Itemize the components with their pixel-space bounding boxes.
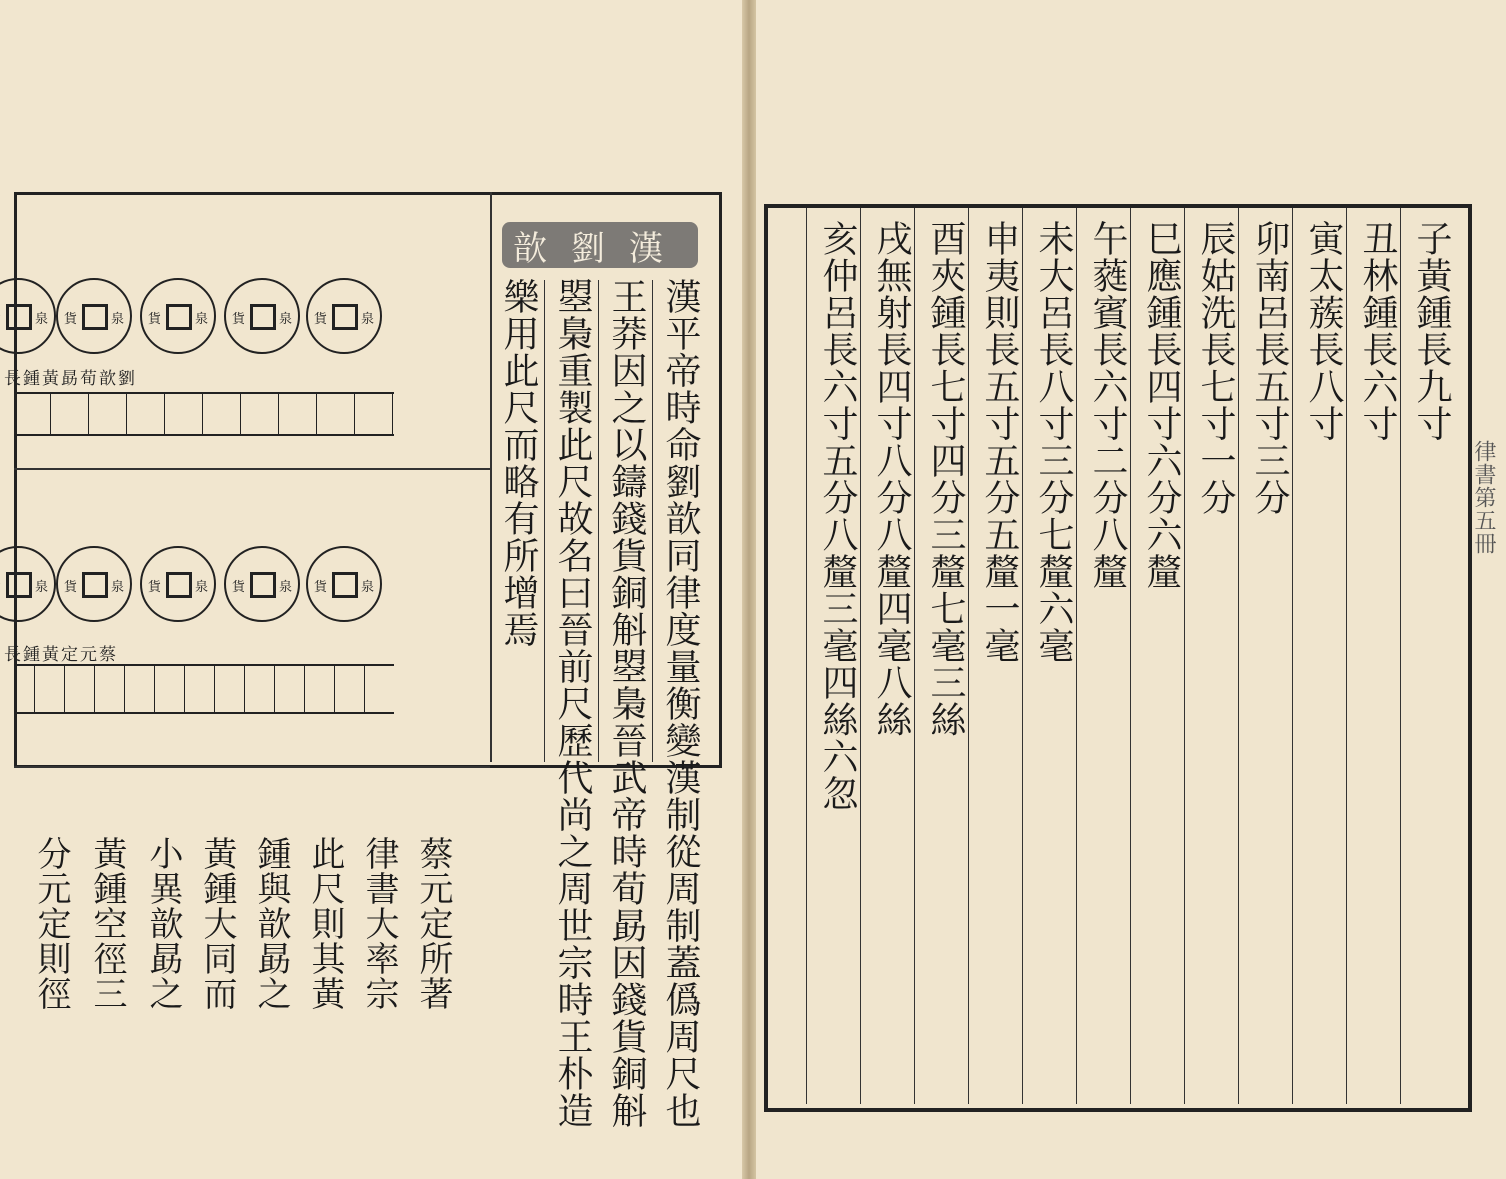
column-rule [490, 192, 492, 762]
column-rule [652, 280, 653, 762]
page-edge-label: 律書第五冊 [1471, 440, 1496, 555]
pitch-column-yin: 寅太蔟長八寸 [1303, 220, 1344, 442]
text-column-1: 漢平帝時命劉歆同律度量衡變漢制從周制蓋僞周尺也 [660, 278, 701, 1129]
note-column-6: 小異歆勗之 [143, 836, 183, 1011]
pitch-column-you: 酉夾鍾長七寸四分三釐七毫三絲 [925, 220, 966, 738]
figure-divider [14, 468, 490, 470]
pitch-column-chou: 丑林鍾長六寸 [1357, 220, 1398, 442]
ruler-lower [14, 664, 394, 714]
note-column-5: 黃鍾大同而 [197, 836, 237, 1011]
coin-icon: 貨 泉 [56, 546, 132, 622]
section-title-plate [502, 222, 698, 268]
text-column-3: 曌梟重製此尺故名曰晉前尺歷代尚之周世宗時王朴造 [552, 278, 593, 1129]
pitch-column-chen: 辰姑洗長七寸一分 [1195, 220, 1236, 516]
pitch-column-shen: 申夷則長五寸五分五釐一毫 [979, 220, 1020, 664]
figure-divider [14, 766, 490, 768]
pitch-column-si: 巳應鍾長四寸六分六釐 [1141, 220, 1182, 590]
pitch-column-xu: 戌無射長四寸八分八釐四毫八絲 [871, 220, 912, 738]
pitch-column-zi: 子黃鍾長九寸 [1411, 220, 1452, 442]
pitch-column-wu: 午蕤賓長六寸二分八釐 [1087, 220, 1128, 590]
coin-icon: 貨 泉 [140, 278, 216, 354]
ruler-upper [14, 392, 394, 436]
note-column-7: 黃鍾空徑三 [87, 836, 127, 1011]
column-rule [598, 280, 599, 762]
note-column-4: 鍾與歆勗之 [251, 836, 291, 1011]
book-gutter [742, 0, 756, 1179]
text-column-4: 樂用此尺而略有所增焉 [498, 278, 539, 648]
coin-icon: 貨 泉 [140, 546, 216, 622]
pitch-column-hai: 亥仲呂長六寸五分八釐三毫四絲六忽 [817, 220, 858, 812]
column-rule [806, 208, 807, 1104]
coin-icon: 貨 泉 [306, 278, 382, 354]
pitch-column-wei: 未大呂長八寸三分七釐六毫 [1033, 220, 1074, 664]
coin-icon: 貨 泉 [56, 278, 132, 354]
ruler-caption-upper: 劉歆荀勗黃鍾長 [4, 369, 137, 389]
note-column-3: 此尺則其黃 [305, 836, 345, 1011]
text-column-2: 王莽因之以鑄錢貨銅斛曌梟晉武帝時荀勗因錢貨銅斛 [606, 278, 647, 1129]
coin-icon: 貨 泉 [306, 546, 382, 622]
coin-icon: 貨 泉 [224, 546, 300, 622]
section-title: 漢劉歆 [513, 228, 687, 269]
coin-icon: 泉 [0, 278, 56, 354]
pitch-column-mao: 卯南呂長五寸三分 [1249, 220, 1290, 516]
note-column-1: 蔡元定所著 [413, 836, 453, 1011]
column-rule [544, 280, 545, 762]
coin-icon: 貨 泉 [224, 278, 300, 354]
note-column-2: 律書大率宗 [359, 836, 399, 1011]
note-column-8: 分元定則徑 [31, 836, 71, 1011]
coin-icon: 泉 [0, 546, 56, 622]
ruler-caption-lower: 蔡元定黃鍾長 [4, 645, 118, 665]
